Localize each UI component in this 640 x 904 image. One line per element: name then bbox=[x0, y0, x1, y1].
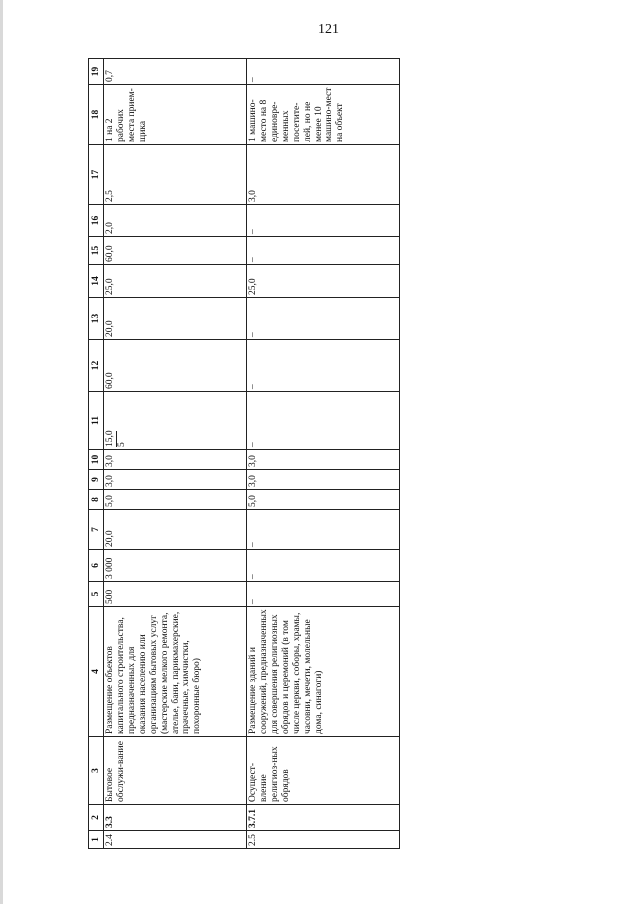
cell-code: 3.3 bbox=[104, 805, 247, 831]
cell-col19: 0,7 bbox=[104, 59, 247, 85]
cell-row-number: 2.4 bbox=[104, 831, 247, 849]
header-cell: 2 bbox=[89, 805, 104, 831]
header-cell: 14 bbox=[89, 265, 104, 298]
header-cell: 7 bbox=[89, 510, 104, 550]
cell-col9: 3,0 bbox=[247, 470, 400, 490]
table-row bbox=[104, 59, 247, 849]
cell-col5: – bbox=[247, 582, 400, 607]
cell-col8: 5,0 bbox=[247, 490, 400, 510]
page-number: 121 bbox=[318, 22, 339, 37]
header-cell: 18 bbox=[89, 85, 104, 145]
cell-col12: – bbox=[247, 340, 400, 392]
cell-col6: – bbox=[247, 550, 400, 582]
cell-col9: 3,0 bbox=[104, 470, 247, 490]
header-cell: 16 bbox=[89, 205, 104, 237]
rotated-table-container bbox=[88, 59, 406, 849]
scan-edge bbox=[0, 0, 3, 904]
cell-use-type: Осущест-вление религиоз-ных обрядов bbox=[247, 737, 400, 805]
header-cell: 4 bbox=[89, 607, 104, 737]
header-cell: 1 bbox=[89, 831, 104, 849]
cell-col14: 25,0 bbox=[104, 265, 247, 298]
table-row bbox=[247, 59, 400, 849]
cell-parking: 1 на 2 рабочих места прием-щика bbox=[104, 85, 247, 145]
header-cell: 9 bbox=[89, 470, 104, 490]
cell-row-number: 2.5 bbox=[247, 831, 400, 849]
header-cell: 10 bbox=[89, 450, 104, 470]
cell-col7: – bbox=[247, 510, 400, 550]
cell-col15: 60,0 bbox=[104, 237, 247, 265]
zoning-parameters-table bbox=[88, 58, 400, 849]
cell-col12: 60,0 bbox=[104, 340, 247, 392]
cell-col19: – bbox=[247, 59, 400, 85]
header-cell: 6 bbox=[89, 550, 104, 582]
header-cell: 13 bbox=[89, 298, 104, 340]
cell-col7: 20,0 bbox=[104, 510, 247, 550]
cell-parking: 1 машино-место на 8 единовре-менных посетите-лей, но не менее 10 машино-мест на объект bbox=[247, 85, 400, 145]
cell-col10: 3,0 bbox=[104, 450, 247, 470]
cell-use-type: Бытовое обслужи-вание bbox=[104, 737, 247, 805]
cell-col11: – bbox=[247, 392, 400, 450]
cell-col15: – bbox=[247, 237, 400, 265]
header-cell: 3 bbox=[89, 737, 104, 805]
cell-col10: 3,0 bbox=[247, 450, 400, 470]
cell-col14: 25,0 bbox=[247, 265, 400, 298]
header-cell: 12 bbox=[89, 340, 104, 392]
cell-col11-fraction bbox=[104, 392, 247, 450]
cell-col17: 3,0 bbox=[247, 145, 400, 205]
cell-col13: 20,0 bbox=[104, 298, 247, 340]
cell-code: 3.7.1 bbox=[247, 805, 400, 831]
header-row bbox=[89, 59, 104, 849]
cell-col13: – bbox=[247, 298, 400, 340]
cell-description: Размещение зданий и сооружений, предназначенных для совершения религиозных обрядов и церемоний (в том числе церкви, соборы, храмы, часовни, мечети, молельные дома, синагоги) bbox=[247, 607, 400, 737]
cell-col16: – bbox=[247, 205, 400, 237]
cell-col16: 2,0 bbox=[104, 205, 247, 237]
header-cell: 19 bbox=[89, 59, 104, 85]
cell-description: Размещение объектов капитального строительства, предназначенных для оказания населению или организациям бытовых услуг (мастерские мелкого ремонта, ателье, бани, парикмахерские, прачечные, химчистки, похоронные бюро) bbox=[104, 607, 247, 737]
fraction-denominator: 5 bbox=[116, 442, 127, 447]
header-cell: 8 bbox=[89, 490, 104, 510]
header-cell: 5 bbox=[89, 582, 104, 607]
fraction-numerator: 15,0 bbox=[105, 430, 115, 447]
header-cell: 11 bbox=[89, 392, 104, 450]
cell-col6: 3 000 bbox=[104, 550, 247, 582]
header-cell: 17 bbox=[89, 145, 104, 205]
cell-col17: 2,5 bbox=[104, 145, 247, 205]
header-cell: 15 bbox=[89, 237, 104, 265]
cell-col5: 500 bbox=[104, 582, 247, 607]
cell-col8: 5,0 bbox=[104, 490, 247, 510]
